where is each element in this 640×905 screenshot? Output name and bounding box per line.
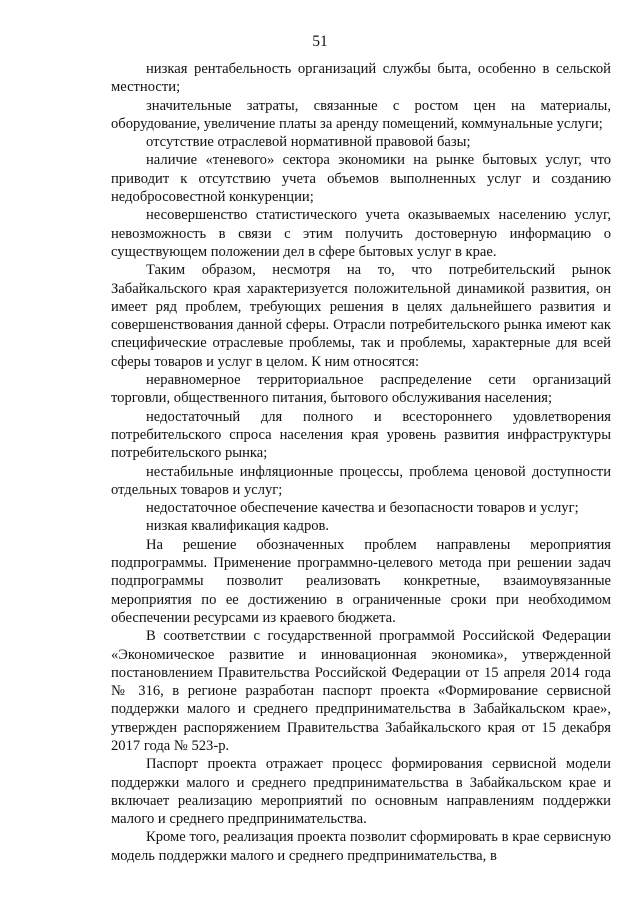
paragraph: недостаточное обеспечение качества и безопасности товаров и услуг; [146, 500, 579, 517]
paragraph: низкая квалификация кадров. [146, 518, 330, 535]
paragraph: Кроме того, реализация проекта позволит сформировать в крае сервисную модель поддержки малого и среднего предпринимательства, в [111, 829, 611, 864]
paragraph: нестабильные инфляционные процессы, проблема ценовой доступности отдельных товаров и услуг; [111, 463, 611, 498]
paragraph: В соответствии с государственной программой Российской Федерации «Экономическое развитие и инновационная экономика», утвержденной постановлением Правительства Российской Федерации от 15 апреля 2014 года № 316, в регионе разработан паспорт проекта «Формирование сервисной поддержки малого и среднего предпринимательства в Забайкальском крае», утвержден распоряжением Правительства Забайкальского края от 15 декабря 2017 года № 523-р. [111, 628, 611, 754]
paragraph: несовершенство статистического учета оказываемых населению услуг, невозможность в связи с этим получить достоверную информацию о существующем положении дел в сфере бытовых услуг в крае. [111, 207, 611, 260]
page-number: 51 [312, 33, 328, 50]
paragraph: недостаточный для полного и всестороннего удовлетворения потребительского спроса населения края уровень развития инфраструктуры потребительского рынка; [111, 408, 611, 462]
paragraph: Таким образом, несмотря на то, что потребительский рынок Забайкальского края характеризуется положительной динамикой развития, он имеет ряд проблем, требующих решения в целях дальнейшего развития и совершенствования данной сферы. Отрасли потребительского рынка имеют как специфические отраслевые проблемы, так и проблемы, характерные для всей сферы товаров и услуг в целом. К ним относятся: [111, 262, 611, 370]
paragraph: отсутствие отраслевой нормативной правовой базы; [146, 134, 471, 151]
paragraph: наличие «теневого» сектора экономики на рынке бытовых услуг, что приводит к отсутствию учета объемов выполненных услуг и созданию недобросовестной конкуренции; [111, 152, 611, 206]
paragraph: На решение обозначенных проблем направлены мероприятия подпрограммы. Применение программно-целевого метода при решении задач подпрограммы позволит реализовать конкретные, взаимоувязанные мероприятия по ее достижению в ограниченные сроки при необходимом обеспечении ресурсами из краевого бюджета. [111, 536, 611, 626]
paragraph: Паспорт проекта отражает процесс формирования сервисной модели поддержки малого и среднего предпринимательства в Забайкальском крае и включает реализацию мероприятий по основным направлениям поддержки малого и среднего предпринимательства. [111, 756, 611, 828]
paragraph: низкая рентабельность организаций службы быта, особенно в сельской местности; [111, 61, 611, 96]
document-body [111, 60, 611, 865]
paragraph: неравномерное территориальное распределение сети организаций торговли, общественного питания, бытового обслуживания населения; [111, 372, 611, 407]
paragraph: значительные затраты, связанные с ростом цен на материалы, оборудование, увеличение платы за аренду помещений, коммунальные услуги; [111, 97, 611, 132]
